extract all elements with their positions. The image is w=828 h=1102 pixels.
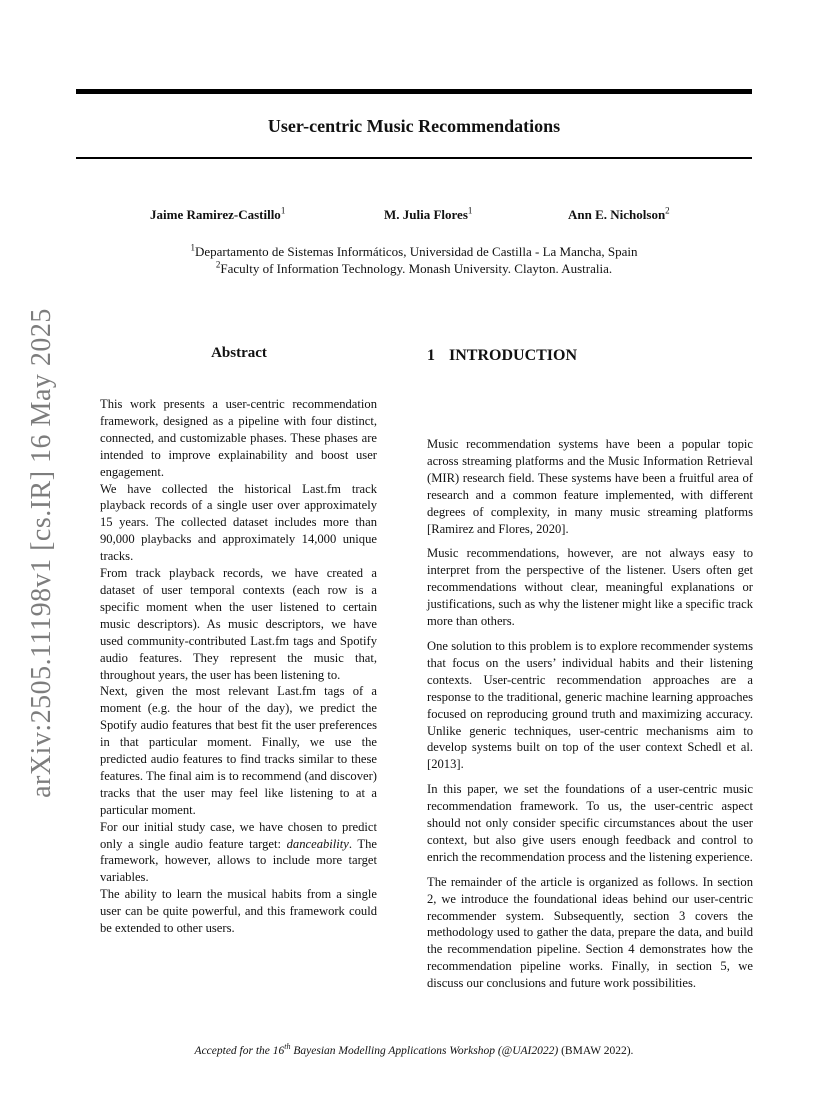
paper-title: User-centric Music Recommendations (267, 116, 561, 136)
top-rule (76, 89, 752, 94)
abstract-paragraph: From track playback records, we have created a dataset of user temporal contexts (each row is a specific moment when the user listened to certain music descriptors). As music descriptors, we have used community-contributed Last.fm tags and Spotify audio features. They represent the music that, throughout years, the user has been listening to. (100, 566, 377, 682)
footer-note: Accepted for the 16th Bayesian Modelling Applications Workshop (@UAI2022) (BMAW 2022). (194, 1042, 634, 1057)
abstract-paragraph: We have collected the historical Last.fm track playback records of a single user over approximately 15 years. The collected dataset includes more than 90,000 playbacks and approximately 14,000 unique tracks. (100, 481, 377, 564)
title-rule (76, 157, 752, 159)
author-3: Ann E. Nicholson$^2$ (568, 205, 670, 222)
intro-paragraph: One solution to this problem is to explore recommender systems that focus on the users’ individual habits and their listening contexts. User-centric recommendation approaches are a response to the traditional, generic machine learning approaches focused on reproducing ground truth and maximizing accuracy. Unlike generic techniques, user-centric mechanisms aim to develop systems built on top of the user context Schedl et al. [2013]. (427, 638, 753, 772)
abstract-paragraph: This work presents a user-centric recommendation framework, designed as a pipeline with four distinct, connected, and customizable phases. These phases are intended to improve explainability and boost user engagement. (100, 397, 377, 479)
intro-paragraph: Music recommendation systems have been a popular topic across streaming platforms and the Music Information Retrieval (MIR) research field. These systems have been a fruitful area of research and a common feature implemented, with different degrees of complexity, in many music streaming platforms [Ramirez and Flores, 2020]. (427, 437, 753, 536)
author-2: M. Julia Flores$^1$ (384, 205, 473, 222)
abstract-paragraph: For our initial study case, we have chosen to predict only a single audio feature target: danceability. The framework, however, allows to include more target variables. (100, 819, 377, 885)
intro-paragraph: The remainder of the article is organized as follows. In section 2, we introduce the foundational ideas behind our user-centric recommender system. Subsequently, section 3 covers the methodology used to gather the data, prepare the data, and build the recommendation pipeline. Section 4 demonstrates how the recommendation pipeline works. Finally, in section 5, we discuss our conclusions and future work possibilities. (427, 874, 753, 991)
author-1: Jaime Ramirez-Castillo$^1$ (150, 205, 286, 222)
affiliation-1: $^1$Departamento de Sistemas Informáticos, Universidad de Castilla - La Mancha, Spain (190, 242, 638, 259)
arxiv-stamp: arXiv:2505.11198v1 [cs.IR] 16 May 2025 (26, 308, 57, 798)
abstract-heading: Abstract (211, 345, 267, 361)
abstract-paragraph: The ability to learn the musical habits from a single user can be quite powerful, and this framework could be extended to other users. (100, 887, 377, 936)
section-heading: 1 INTRODUCTION (427, 347, 578, 364)
introduction-body (427, 436, 753, 1000)
intro-paragraph: In this paper, we set the foundations of a user-centric music recommendation framework. To us, the user-centric aspect should not only consider specific circumstances about the user context, but also give users enough feedback and control to enrich the recommendation process and the listening experience. (427, 782, 753, 864)
abstract-paragraph: Next, given the most relevant Last.fm tags of a moment (e.g. the hour of the day), we predict the Spotify audio features that best fit the user preferences in that particular moment. Finally, we use the predicted audio features to find tracks similar to these features. The final aim is to recommend (and discover) tracks that the user may feel like listening to at a particular moment. (100, 684, 377, 817)
affiliation-2: $^2$Faculty of Information Technology. Monash University. Clayton. Australia. (215, 259, 613, 276)
abstract-body (100, 396, 377, 937)
intro-paragraph: Music recommendations, however, are not always easy to interpret from the perspective of the listener. Users often get recommendations without clear, meaningful explanations or justifications, such as why the listener might like a specific track more than others. (427, 546, 753, 629)
